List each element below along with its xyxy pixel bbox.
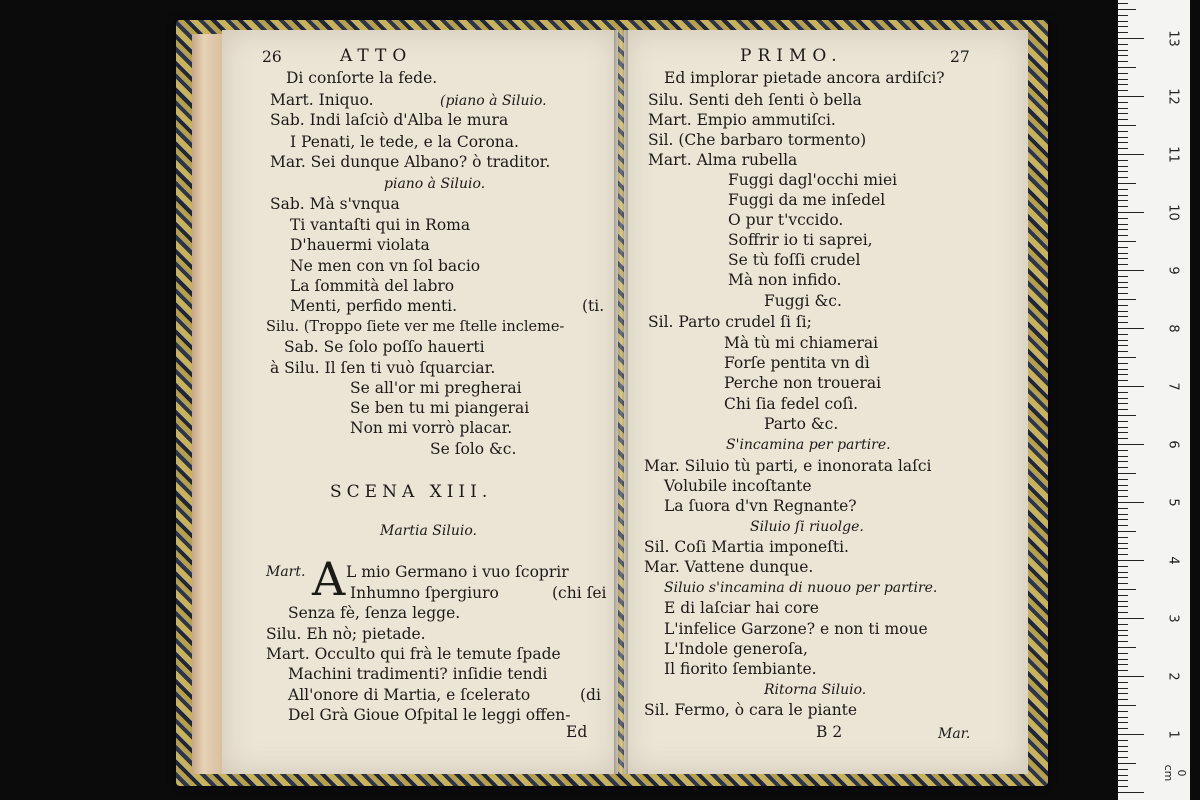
ruler-tick xyxy=(1118,258,1128,259)
ruler-tick xyxy=(1118,635,1128,636)
ruler-tick xyxy=(1118,473,1136,474)
ruler-tick xyxy=(1118,357,1136,358)
text-line: L'Indole generoſa, xyxy=(664,640,808,658)
ruler-tick xyxy=(1118,79,1128,80)
ruler-tick xyxy=(1118,200,1128,201)
ruler-tick xyxy=(1118,142,1128,143)
text-line: Sab. Se ſolo poſſo hauerti xyxy=(284,338,485,356)
ruler-tick xyxy=(1118,131,1128,132)
text-line: L mio Germano i vuo ſcoprir xyxy=(346,563,569,581)
ruler-tick xyxy=(1118,624,1128,625)
text-line: Sil. (Che barbaro tormento) xyxy=(648,131,867,149)
signature-mark: B 2 xyxy=(816,723,843,741)
ruler-tick xyxy=(1118,229,1128,230)
text-line: Se all'or mi pregherai xyxy=(350,379,522,397)
ruler-tick xyxy=(1118,322,1128,323)
ruler-tick xyxy=(1118,490,1128,491)
ruler-tick xyxy=(1118,653,1128,654)
ruler-number: 2 xyxy=(1165,672,1181,681)
text-line: Silu. Eh nò; pietade. xyxy=(266,625,426,643)
ruler-tick xyxy=(1118,148,1128,149)
ruler-tick xyxy=(1118,554,1128,555)
ruler-tick xyxy=(1118,780,1128,781)
text-line: Ti vantaſti qui in Roma xyxy=(290,216,471,234)
ruler-tick xyxy=(1118,276,1128,277)
catchword: Mar. xyxy=(938,726,971,742)
ruler-tick xyxy=(1118,305,1128,306)
ruler-tick xyxy=(1118,670,1128,671)
ruler-tick xyxy=(1118,108,1128,109)
text-line: I Penati, le tede, e la Corona. xyxy=(290,133,519,151)
text-line: Inhumno ſpergiuro xyxy=(350,584,499,602)
ruler-tick xyxy=(1118,751,1128,752)
text-line: O pur t'vccido. xyxy=(728,211,844,229)
text-line: La ſuora d'vn Regnante? xyxy=(664,497,857,515)
stage-direction: S'incamina per partire. xyxy=(726,437,891,453)
ruler-tick xyxy=(1118,502,1144,503)
ruler-tick xyxy=(1118,113,1128,114)
ruler-tick xyxy=(1118,316,1128,317)
text-line: D'hauermi violata xyxy=(290,236,430,254)
drop-capital: A xyxy=(312,552,346,606)
ruler-tick xyxy=(1118,26,1128,27)
ruler-tick xyxy=(1118,467,1128,468)
text-line: Ne men con vn ſol bacio xyxy=(290,257,481,275)
ruler-tick xyxy=(1118,160,1128,161)
ruler-number: 9 xyxy=(1165,266,1181,275)
ruler-number: 13 xyxy=(1165,30,1181,47)
stage-direction: (piano à Siluio. xyxy=(440,93,547,109)
text-line: Se ſolo &c. xyxy=(430,440,517,458)
ruler-tick xyxy=(1118,415,1136,416)
ruler-tick xyxy=(1118,119,1128,120)
text-line: Mar. Vattene dunque. xyxy=(644,558,814,576)
text-line: (ti. xyxy=(582,297,605,315)
ruler-tick xyxy=(1118,195,1128,196)
ruler-tick xyxy=(1118,96,1144,97)
ruler-tick xyxy=(1118,73,1128,74)
ruler-tick xyxy=(1118,44,1128,45)
text-line: Se tù foſſi crudel xyxy=(728,251,861,269)
ruler-number: 11 xyxy=(1165,146,1181,163)
ruler-tick xyxy=(1118,351,1128,352)
scene-heading: SCENA XIII. xyxy=(330,482,493,502)
text-line: Perche non trouerai xyxy=(724,374,882,392)
ruler-tick xyxy=(1118,38,1144,39)
ruler-tick xyxy=(1118,612,1128,613)
text-line: (di xyxy=(580,686,601,704)
ruler-tick xyxy=(1118,409,1128,410)
page-edges xyxy=(192,34,222,774)
ruler-tick xyxy=(1118,641,1128,642)
ruler-tick xyxy=(1118,763,1136,764)
ruler-tick xyxy=(1118,734,1144,735)
text-line: Soffrir io ti saprei, xyxy=(728,231,873,249)
right-page-number: 27 xyxy=(950,48,970,66)
ruler-tick xyxy=(1118,595,1128,596)
text-line: Mart. Alma rubella xyxy=(648,151,798,169)
text-line: Mart. Iniquo. xyxy=(270,91,374,109)
text-line: Menti, perfido menti. xyxy=(290,297,458,315)
right-running-head: PRIMO. xyxy=(740,46,843,66)
ruler-tick xyxy=(1118,722,1128,723)
ruler-tick xyxy=(1118,55,1128,56)
ruler-number: 6 xyxy=(1165,440,1181,449)
ruler-tick xyxy=(1118,664,1128,665)
ruler-tick xyxy=(1118,166,1128,167)
text-line: Volubile incoſtante xyxy=(664,477,812,495)
ruler-tick xyxy=(1118,699,1128,700)
ruler-tick xyxy=(1118,531,1136,532)
text-line: L'infelice Garzone? e non ti moue xyxy=(664,620,928,638)
text-line: Sil. Fermo, ò cara le piante xyxy=(644,701,858,719)
text-line: Sil. Coſi Martia imponeſti. xyxy=(644,538,849,556)
ruler-tick xyxy=(1118,334,1128,335)
ruler-tick xyxy=(1118,769,1128,770)
ruler-tick xyxy=(1118,589,1136,590)
catchword: Ed xyxy=(566,723,588,741)
ruler-tick xyxy=(1118,659,1128,660)
ruler-number: 4 xyxy=(1165,556,1181,565)
left-running-head: ATTO xyxy=(340,46,413,66)
text-line: Di conſorte la fede. xyxy=(286,69,438,87)
text-line: Fuggi da me inſedel xyxy=(728,191,886,209)
ruler-tick xyxy=(1118,728,1128,729)
scene-characters: Martia Siluio. xyxy=(380,523,477,539)
ruler-unit-label: 0 cm xyxy=(1162,764,1188,782)
text-line: (chi ſei xyxy=(552,584,607,602)
ruler-tick xyxy=(1118,264,1128,265)
stage-direction: Siluio s'incamina di nuouo per partire. xyxy=(664,580,938,596)
ruler-tick xyxy=(1118,583,1128,584)
ruler-tick xyxy=(1118,386,1144,387)
ruler-tick xyxy=(1118,137,1128,138)
text-line: Fuggi dagl'occhi miei xyxy=(728,171,898,189)
text-line: Mar. Siluio tù parti, e inonorata laſci xyxy=(644,457,932,475)
ruler-tick xyxy=(1118,90,1128,91)
text-line: Forſe pentita vn dì xyxy=(724,354,870,372)
ruler-tick xyxy=(1118,618,1144,619)
ruler-tick xyxy=(1118,61,1128,62)
ruler-tick xyxy=(1118,757,1128,758)
ruler-tick xyxy=(1118,786,1128,787)
ruler-number: 7 xyxy=(1165,382,1181,391)
ruler-tick xyxy=(1118,711,1128,712)
book-gutter xyxy=(614,30,628,774)
ruler-tick xyxy=(1118,450,1128,451)
ruler-number: 3 xyxy=(1165,614,1181,623)
ruler-tick xyxy=(1118,15,1128,16)
ruler-tick xyxy=(1118,392,1128,393)
ruler-number: 8 xyxy=(1165,324,1181,333)
ruler-tick xyxy=(1118,293,1128,294)
text-line: La ſommità del labro xyxy=(290,277,455,295)
ruler-tick xyxy=(1118,682,1128,683)
text-line: Fuggi &c. xyxy=(764,292,842,310)
ruler-tick xyxy=(1118,566,1128,567)
ruler-tick xyxy=(1118,218,1128,219)
ruler-tick xyxy=(1118,525,1128,526)
text-line: E di laſciar hai core xyxy=(664,599,819,617)
ruler-tick xyxy=(1118,183,1136,184)
ruler-tick xyxy=(1118,693,1128,694)
ruler-tick xyxy=(1118,102,1128,103)
ruler-tick xyxy=(1118,427,1128,428)
text-line: Non mi vorrò placar. xyxy=(350,419,513,437)
ruler-tick xyxy=(1118,432,1128,433)
ruler-tick xyxy=(1118,21,1128,22)
text-line: Silu. Senti deh ſenti ò bella xyxy=(648,91,862,109)
ruler-tick xyxy=(1118,235,1128,236)
ruler-tick xyxy=(1118,485,1128,486)
ruler-tick xyxy=(1118,421,1128,422)
ruler-tick xyxy=(1118,287,1128,288)
ruler-tick xyxy=(1118,543,1128,544)
ruler-number: 10 xyxy=(1165,204,1181,221)
text-line: Silu. (Troppo ſiete ver me ſtelle incleme- xyxy=(266,319,565,335)
ruler-tick xyxy=(1118,705,1136,706)
text-line: Mà non infido. xyxy=(728,271,842,289)
ruler-tick xyxy=(1118,688,1128,689)
ruler-number: 1 xyxy=(1165,730,1181,739)
ruler-tick xyxy=(1118,50,1128,51)
ruler-tick xyxy=(1118,189,1128,190)
ruler-tick xyxy=(1118,606,1128,607)
ruler-tick xyxy=(1118,311,1128,312)
ruler-tick xyxy=(1118,548,1128,549)
ruler-tick xyxy=(1118,647,1136,648)
ruler-tick xyxy=(1118,253,1128,254)
ruler-tick xyxy=(1118,270,1144,271)
ruler-tick xyxy=(1118,775,1128,776)
ruler-tick xyxy=(1118,363,1128,364)
ruler-tick xyxy=(1118,247,1128,248)
ruler-tick xyxy=(1118,212,1144,213)
ruler-tick xyxy=(1118,340,1128,341)
ruler-tick xyxy=(1118,206,1128,207)
text-line: Senza fè, ſenza legge. xyxy=(288,604,461,622)
ruler-tick xyxy=(1118,746,1128,747)
ruler-tick xyxy=(1118,282,1128,283)
ruler-tick xyxy=(1118,601,1128,602)
text-line: Ed implorar pietade ancora ardiſci? xyxy=(664,69,945,87)
ruler-tick xyxy=(1118,496,1128,497)
ruler-tick xyxy=(1118,740,1128,741)
text-line: Sab. Indi laſciò d'Alba le mura xyxy=(270,111,509,129)
text-line: Mar. Sei dunque Albano? ò traditor. xyxy=(270,153,551,171)
ruler-tick xyxy=(1118,577,1128,578)
ruler-tick xyxy=(1118,224,1128,225)
ruler-number: 5 xyxy=(1165,498,1181,507)
speaker-label: Mart. xyxy=(266,564,306,580)
ruler-tick xyxy=(1118,717,1128,718)
ruler-tick xyxy=(1118,438,1128,439)
text-line: Mart. Occulto qui frà le temute ſpade xyxy=(266,645,561,663)
ruler-tick xyxy=(1118,676,1144,677)
ruler-tick xyxy=(1118,171,1128,172)
ruler-tick xyxy=(1118,630,1128,631)
ruler-tick xyxy=(1118,177,1128,178)
ruler-tick xyxy=(1118,299,1136,300)
ruler-tick xyxy=(1118,241,1136,242)
ruler-number: 12 xyxy=(1165,88,1181,105)
ruler-tick xyxy=(1118,154,1144,155)
ruler-tick xyxy=(1118,514,1128,515)
ruler-tick xyxy=(1118,345,1128,346)
text-line: Machini tradimenti? inſidie tendi xyxy=(288,665,548,683)
ruler-tick xyxy=(1118,456,1128,457)
ruler-tick xyxy=(1118,398,1128,399)
ruler-tick xyxy=(1118,479,1128,480)
ruler-tick xyxy=(1118,328,1144,329)
text-line: Sil. Parto crudel ſi ſi; xyxy=(648,313,812,331)
text-line: Se ben tu mi piangerai xyxy=(350,399,530,417)
stage-direction: piano à Siluio. xyxy=(384,176,486,192)
text-line: Il fiorito ſembiante. xyxy=(664,660,817,678)
text-line: All'onore di Martia, e ſcelerato xyxy=(288,686,531,704)
stage-direction: Siluio ſi riuolge. xyxy=(750,519,864,535)
ruler-tick xyxy=(1118,461,1128,462)
left-page-number: 26 xyxy=(262,48,282,66)
measuring-ruler xyxy=(1118,0,1190,800)
stage-direction: Ritorna Siluio. xyxy=(764,682,867,698)
text-line: Chi ſia fedel coſì. xyxy=(724,395,859,413)
ruler-tick xyxy=(1118,537,1128,538)
text-line: à Silu. Il ſen ti vuò ſquarciar. xyxy=(270,359,496,377)
ruler-tick xyxy=(1118,369,1128,370)
ruler-tick xyxy=(1118,67,1136,68)
ruler-tick xyxy=(1118,403,1128,404)
ruler-tick xyxy=(1118,374,1128,375)
ruler-tick xyxy=(1118,560,1144,561)
ruler-tick xyxy=(1118,32,1128,33)
ruler-tick xyxy=(1118,792,1144,793)
text-line: Sab. Mà s'vnqua xyxy=(270,195,400,213)
ruler-tick xyxy=(1118,84,1128,85)
text-line: Parto &c. xyxy=(764,415,839,433)
ruler-tick xyxy=(1118,508,1128,509)
ruler-tick xyxy=(1118,572,1128,573)
ruler-tick xyxy=(1118,444,1144,445)
text-line: Mart. Empio ammutiſci. xyxy=(648,111,836,129)
ruler-tick xyxy=(1118,9,1136,10)
ruler-tick xyxy=(1118,380,1128,381)
text-line: Del Grà Gioue Oſpital le leggi offen- xyxy=(288,706,571,724)
ruler-tick xyxy=(1118,519,1128,520)
ruler-tick xyxy=(1118,125,1136,126)
text-line: Mà tù mi chiamerai xyxy=(724,334,879,352)
ruler-tick xyxy=(1118,3,1128,4)
